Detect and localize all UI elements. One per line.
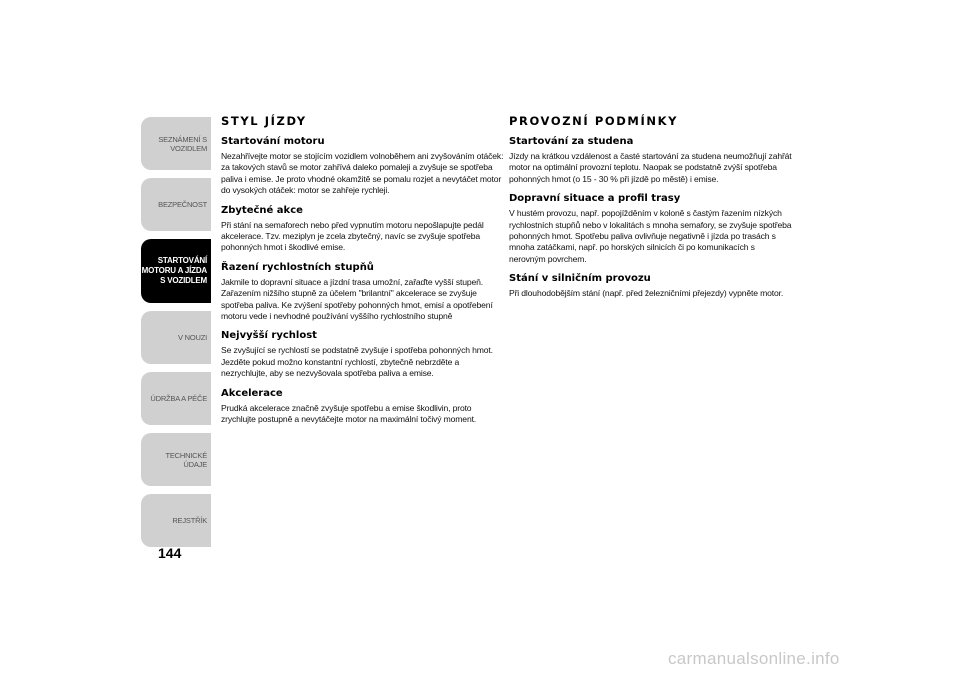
- tab-label: REJSTŘÍK: [172, 516, 207, 525]
- tab-label: STARTOVÁNÍ MOTORU A JÍZDA S VOZIDLEM: [141, 256, 207, 285]
- tab-label: SEZNÁMENÍ S VOZIDLEM: [158, 134, 207, 153]
- tab-v-nouzi[interactable]: [141, 311, 211, 364]
- tab-rejstrik[interactable]: [141, 494, 211, 547]
- tab-label: TECHNICKÉ ÚDAJE: [165, 450, 207, 469]
- tab-bezpecnost[interactable]: [141, 178, 211, 231]
- paragraph: Nezahřívejte motor se stojícím vozidlem volnoběhem ani zvyšováním otáček: za takových stavů se motor zahřívá daleko pomaleji a zvyšuje se spotřeba paliva i emise. Je proto vhodné okamžitě se pomalu rozjet a nevytáčet motor do vysokých otáček: motor se zahřeje rychleji.: [221, 151, 504, 196]
- tab-startovani-motoru[interactable]: [141, 239, 211, 303]
- paragraph: Jízdy na krátkou vzdálenost a časté startování za studena neumožňují zahřát motor na optimální provozní teplotu. Naopak se podstatně zvýší spotřeba pohonných hmot (o 15 - 30 % při jízdě po městě) i emise.: [509, 151, 792, 184]
- watermark: carmanualsonline.info: [668, 649, 840, 668]
- tab-label: ÚDRŽBA A PÉČE: [150, 394, 207, 403]
- tab-seznameni-s-vozidlem[interactable]: [141, 117, 211, 170]
- paragraph: Při stání na semaforech nebo před vypnutím motoru nepošlapujte pedál akcelerace. Tzv. meziplyn je zcela zbytečný, navíc se zvyšuje spotřeba pohonných hmot i škodlivé emise.: [221, 219, 484, 253]
- tab-label: BEZPEČNOST: [158, 200, 207, 209]
- tab-technicke-udaje[interactable]: [141, 433, 211, 486]
- paragraph: V hustém provozu, např. popojížděním v koloně s častým řazením nízkých rychlostních stupňů nebo v lokalitách s mnoha semafory, se zvyšuje spotřeba pohonných hmot. Spotřebu paliva ovlivňuje negativně i jízda po trasách s mnoha zatáčkami, např. po horských silnicích či po komunikacích s nerovným povrchem.: [509, 208, 792, 264]
- paragraph: Jakmile to dopravní situace a jízdní trasa umožní, zařaďte vyšší stupeň. Zařazením nižšího stupně za účelem "brilantní" akcelerace se zvyšuje spotřeba paliva. Ke zvýšení spotřeby pohonných hmot, emisí a opotřebení motoru vede i nevhodné používání vyššího rychlostního stupně: [221, 276, 493, 322]
- section-title: STYL JÍZDY: [221, 114, 307, 128]
- subsection-heading: Startování za studena: [509, 136, 634, 147]
- paragraph: Při dlouhodobějším stání (např. před železničními přejezdy) vypněte motor.: [509, 288, 784, 299]
- subsection-heading: Stání v silničním provozu: [509, 273, 651, 285]
- right-column: [509, 114, 793, 300]
- subsection-heading: Akcelerace: [221, 387, 283, 399]
- chapter-sidebar: [141, 117, 211, 555]
- tab-udrzba-a-pece[interactable]: [141, 372, 211, 425]
- subsection-heading: Řazení rychlostních stupňů: [221, 261, 374, 273]
- subsection-heading: Startování motoru: [221, 136, 325, 147]
- subsection-heading: Zbytečné akce: [221, 204, 303, 216]
- paragraph: Prudká akcelerace značně zvyšuje spotřebu a emise škodlivin, proto zrychlujte postupně a nevytáčejte motor na maximální točivý moment.: [221, 402, 477, 425]
- section-title: PROVOZNÍ PODMÍNKY: [509, 114, 679, 128]
- subsection-heading: Dopravní situace a profil trasy: [509, 193, 681, 205]
- paragraph: Se zvyšující se rychlostí se podstatně zvyšuje i spotřeba pohonných hmot. Jezděte pokud možno konstantní rychlostí, zbytečně nebrzděte a nezrychlujte, aby se nezvyšovala spotřeba paliva a emise.: [221, 345, 493, 379]
- tab-label: V NOUZI: [177, 333, 207, 342]
- page-number: 144: [158, 545, 182, 561]
- subsection-heading: Nejvyšší rychlost: [221, 330, 317, 342]
- left-column: [221, 114, 505, 426]
